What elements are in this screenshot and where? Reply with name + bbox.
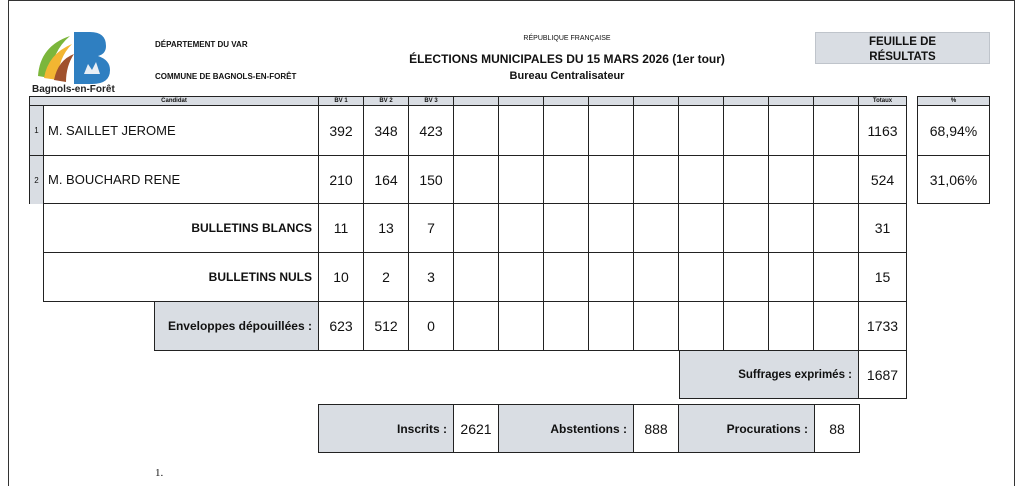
- empty-cell: [633, 105, 679, 156]
- enveloppes-total: 1733: [858, 301, 907, 351]
- enveloppes-bv2: 512: [363, 301, 409, 351]
- header-bv1: BV 1: [318, 96, 364, 106]
- header-bv2: BV 2: [363, 96, 409, 106]
- empty-cell: [723, 252, 769, 302]
- empty-cell: [813, 105, 859, 156]
- commune-label: COMMUNE DE BAGNOLS-EN-FORÊT: [155, 72, 297, 81]
- enveloppes-bv3: 0: [408, 301, 454, 351]
- empty-cell: [768, 252, 814, 302]
- suffrages-value: 1687: [858, 350, 907, 399]
- commune-logo: [30, 26, 120, 98]
- candidate-total: 524: [858, 155, 907, 204]
- empty-cell: [453, 105, 499, 156]
- candidate-bv1: 392: [318, 105, 364, 156]
- page-note: 1.: [155, 467, 164, 479]
- feuille-resultats-box: [815, 32, 990, 64]
- empty-cell: [453, 252, 499, 302]
- empty-cell: [723, 155, 769, 204]
- procurations-value: 88: [814, 404, 860, 453]
- candidate-bv2: 164: [363, 155, 409, 204]
- empty-cell: [678, 252, 724, 302]
- header-totaux: Totaux: [858, 96, 907, 106]
- nuls-label: BULLETINS NULS: [43, 252, 319, 302]
- empty-cell: [678, 301, 724, 351]
- empty-cell: [633, 155, 679, 204]
- nuls-bv1: 10: [318, 252, 364, 302]
- candidate-bv2: 348: [363, 105, 409, 156]
- departement-label: DÉPARTEMENT DU VAR: [155, 40, 248, 49]
- empty-cell: [768, 203, 814, 253]
- republique-label: RÉPUBLIQUE FRANÇAISE: [523, 35, 611, 42]
- abstentions-label: Abstentions :: [498, 404, 634, 453]
- empty-cell: [633, 301, 679, 351]
- empty-cell: [678, 105, 724, 156]
- empty-cell: [588, 252, 634, 302]
- candidate-number: 2: [29, 155, 44, 204]
- empty-cell: [498, 105, 544, 156]
- empty-cell: [498, 252, 544, 302]
- inscrits-value: 2621: [453, 404, 499, 453]
- procurations-label: Procurations :: [678, 404, 815, 453]
- blancs-bv3: 7: [408, 203, 454, 253]
- empty-cell: [453, 203, 499, 253]
- suffrages-label: Suffrages exprimés :: [679, 350, 859, 399]
- empty-cell: [543, 203, 589, 253]
- empty-cell: [813, 203, 859, 253]
- empty-cell: [723, 105, 769, 156]
- empty-cell: [813, 301, 859, 351]
- header-pct: %: [917, 96, 990, 106]
- empty-cell: [453, 155, 499, 204]
- nuls-bv3: 3: [408, 252, 454, 302]
- header-candidat: Candidat: [29, 96, 319, 106]
- abstentions-value: 888: [633, 404, 679, 453]
- empty-cell: [588, 155, 634, 204]
- blancs-bv1: 11: [318, 203, 364, 253]
- empty-cell: [723, 301, 769, 351]
- empty-cell: [588, 301, 634, 351]
- candidate-number: 1: [29, 105, 44, 156]
- election-title: ÉLECTIONS MUNICIPALES DU 15 MARS 2026 (1er tour): [409, 52, 725, 66]
- empty-cell: [813, 155, 859, 204]
- candidate-pct: 68,94%: [917, 105, 990, 156]
- empty-cell: [768, 301, 814, 351]
- empty-cell: [543, 105, 589, 156]
- empty-cell: [498, 301, 544, 351]
- empty-cell: [633, 203, 679, 253]
- logo-graphic: [30, 26, 120, 88]
- empty-cell: [543, 301, 589, 351]
- empty-cell: [543, 252, 589, 302]
- empty-cell: [498, 155, 544, 204]
- empty-cell: [588, 203, 634, 253]
- empty-cell: [678, 155, 724, 204]
- blancs-total: 31: [858, 203, 907, 253]
- candidate-bv3: 423: [408, 105, 454, 156]
- empty-cell: [543, 155, 589, 204]
- empty-cell: [813, 252, 859, 302]
- candidate-name: M. BOUCHARD RENE: [43, 155, 319, 204]
- candidate-pct: 31,06%: [917, 155, 990, 204]
- blancs-label: BULLETINS BLANCS: [43, 203, 319, 253]
- bureau-subtitle: Bureau Centralisateur: [509, 70, 625, 82]
- empty-cell: [633, 252, 679, 302]
- nuls-total: 15: [858, 252, 907, 302]
- nuls-bv2: 2: [363, 252, 409, 302]
- empty-cell: [678, 203, 724, 253]
- enveloppes-label: Enveloppes dépouillées :: [154, 301, 319, 351]
- empty-cell: [588, 105, 634, 156]
- empty-cell: [498, 203, 544, 253]
- candidate-bv1: 210: [318, 155, 364, 204]
- enveloppes-bv1: 623: [318, 301, 364, 351]
- empty-cell: [723, 203, 769, 253]
- empty-cell: [768, 105, 814, 156]
- empty-cell: [768, 155, 814, 204]
- header-bv3: BV 3: [408, 96, 454, 106]
- feuille-line2: RÉSULTATS: [869, 51, 936, 63]
- empty-cell: [453, 301, 499, 351]
- candidate-name: M. SAILLET JEROME: [43, 105, 319, 156]
- feuille-line1: FEUILLE DE: [868, 36, 937, 48]
- blancs-bv2: 13: [363, 203, 409, 253]
- candidate-bv3: 150: [408, 155, 454, 204]
- logo-text: Bagnols-en-Forêt: [32, 84, 115, 95]
- candidate-total: 1163: [858, 105, 907, 156]
- inscrits-label: Inscrits :: [318, 404, 454, 453]
